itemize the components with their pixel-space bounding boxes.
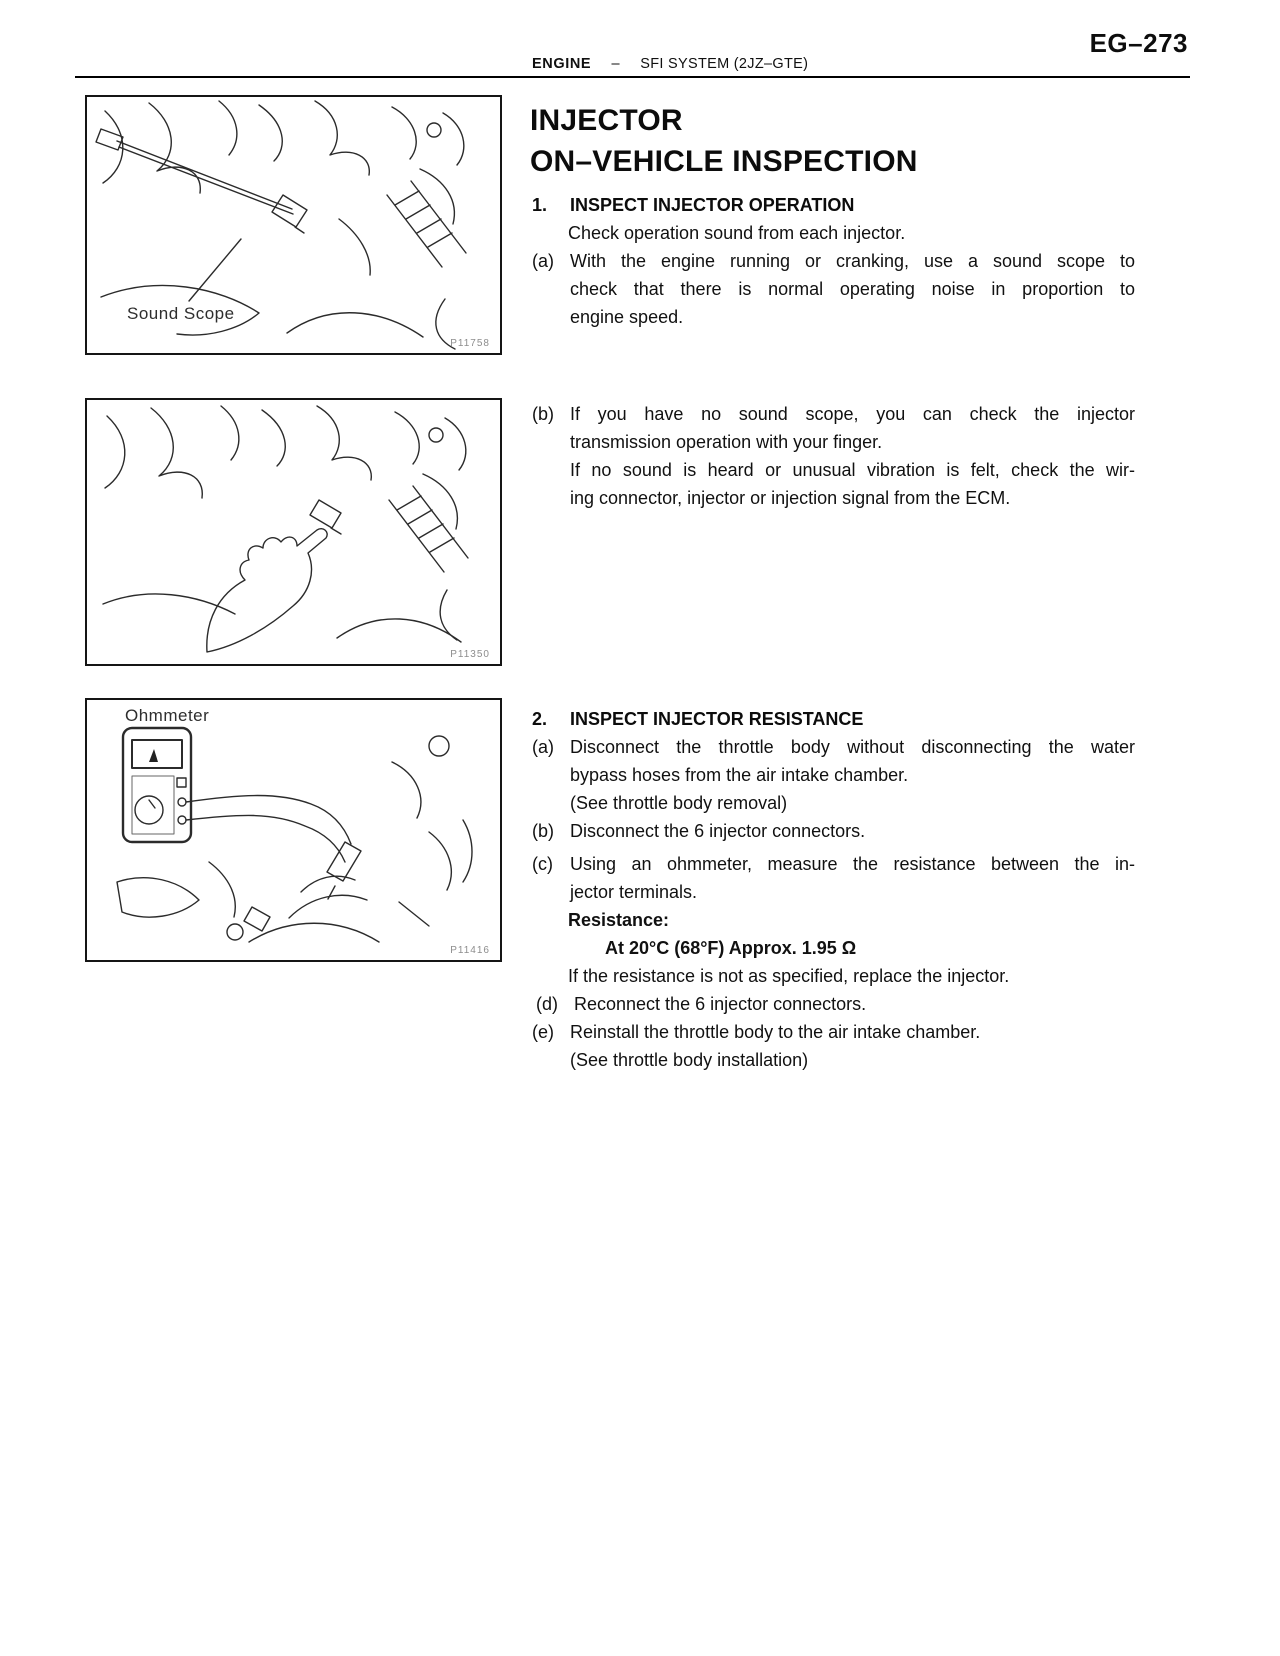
header-subsection: SFI SYSTEM (2JZ–GTE) (640, 56, 809, 72)
item-text (570, 1018, 1135, 1074)
item-marker: (a) (532, 251, 554, 271)
text-line: Reinstall the throttle body to the air intake chamber. (570, 1022, 981, 1042)
spec-note: If the resistance is not as specified, replace the injector. (568, 966, 1010, 986)
text-line: Disconnect the throttle body without disconnecting the water (570, 737, 1135, 757)
section-1-intro: Check operation sound from each injector. (568, 223, 906, 243)
item-text (570, 400, 1135, 512)
figure-code: P11758 (450, 338, 490, 349)
header-rule (75, 76, 1190, 78)
header-separator: – (611, 56, 620, 72)
item-marker: (b) (532, 404, 554, 424)
text-line: If no sound is heard or unusual vibration is felt, check the wir- (570, 460, 1135, 480)
item-1b (530, 400, 1135, 512)
item-text (570, 733, 1135, 817)
section-number: 2. (532, 709, 548, 729)
page-number: EG–273 (1089, 28, 1188, 58)
item-2a (530, 733, 1135, 817)
section-heading-text: INSPECT INJECTOR OPERATION (570, 195, 855, 215)
section-1 (530, 191, 1135, 247)
section-2-heading (530, 705, 1135, 733)
item-1a (530, 247, 1135, 331)
item-marker: (b) (532, 821, 554, 841)
running-header (532, 56, 808, 72)
item-2d (530, 990, 1135, 1018)
item-2b (530, 817, 1135, 845)
figure-sound-scope (85, 95, 502, 355)
spec-value: At 20°C (68°F) Approx. 1.95 Ω (605, 938, 857, 958)
spec-label: Resistance: (568, 910, 670, 930)
item-text: Reconnect the 6 injector connectors. (574, 994, 867, 1014)
figure-finger-check (85, 398, 502, 666)
figure-label-sound-scope: Sound Scope (127, 304, 235, 323)
section-1-heading (530, 191, 1135, 219)
item-text (570, 850, 1135, 906)
text-line: If you have no sound scope, you can check the injector (570, 404, 1135, 424)
figure-code: P11416 (450, 945, 490, 956)
item-text: Disconnect the 6 injector connectors. (570, 821, 866, 841)
text-line: check that there is normal operating noise in proportion to (570, 279, 1135, 299)
page-title-line1: INJECTOR (530, 104, 683, 137)
text-line: jector terminals. (570, 882, 698, 902)
item-marker: (a) (532, 737, 554, 757)
text-line: (See throttle body removal) (570, 793, 788, 813)
ohmmeter-illustration (87, 700, 500, 960)
figure-code: P11350 (450, 649, 490, 660)
section-heading-text: INSPECT INJECTOR RESISTANCE (570, 709, 864, 729)
text-line: engine speed. (570, 307, 684, 327)
text-line: transmission operation with your finger. (570, 432, 883, 452)
figure-label-ohmmeter: Ohmmeter (125, 706, 210, 725)
item-marker: (c) (532, 854, 553, 874)
text-line: Using an ohmmeter, measure the resistance between the in- (570, 854, 1135, 874)
item-2e (530, 1018, 1135, 1074)
item-text (570, 247, 1135, 331)
item-marker: (d) (536, 994, 558, 1014)
section-number: 1. (532, 195, 548, 215)
page-title-line2: ON–VEHICLE INSPECTION (530, 145, 918, 178)
section-2 (530, 705, 1135, 733)
figure-ohmmeter (85, 698, 502, 962)
text-line: With the engine running or cranking, use a sound scope to (570, 251, 1135, 271)
item-marker: (e) (532, 1022, 554, 1042)
item-2c (530, 850, 1135, 990)
header-section: ENGINE (532, 56, 592, 72)
text-line: ing connector, injector or injection signal from the ECM. (570, 488, 1011, 508)
text-line: (See throttle body installation) (570, 1050, 809, 1070)
text-line: bypass hoses from the air intake chamber. (570, 765, 909, 785)
page-title (530, 100, 1135, 182)
finger-check-illustration (87, 400, 500, 664)
